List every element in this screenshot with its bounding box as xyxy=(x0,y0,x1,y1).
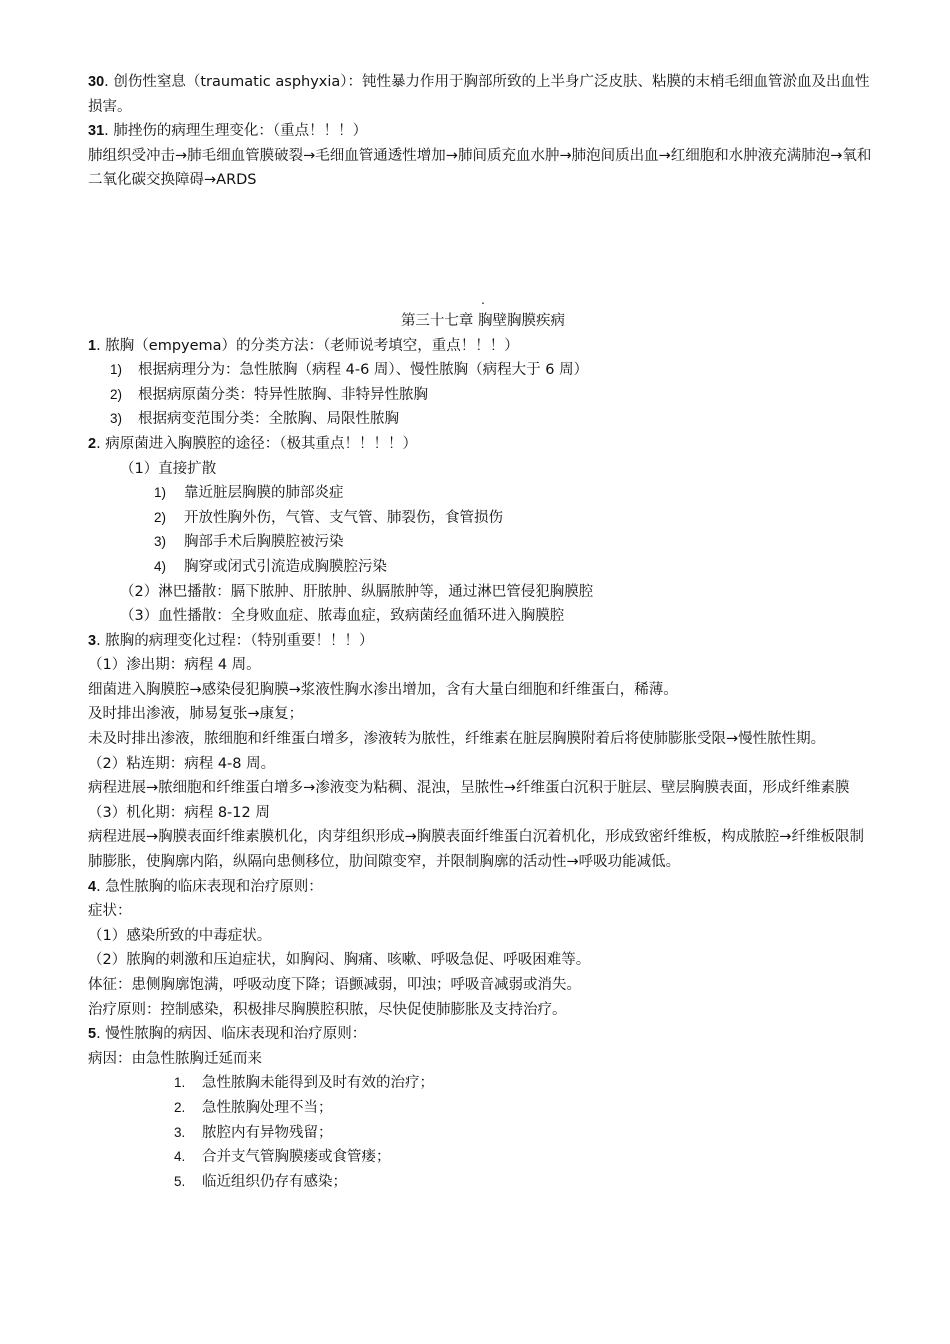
list-text: 靠近脏层胸膜的肺部炎症 xyxy=(184,485,344,502)
item-30 xyxy=(88,70,878,119)
section-2-title xyxy=(88,432,878,457)
paragraph: 病因：由急性脓胸迁延而来 xyxy=(88,1050,262,1067)
list-text: 根据病原菌分类：特异性脓胸、非特异性脓胸 xyxy=(138,386,428,403)
section-title-text: . 慢性脓胸的病因、临床表现和治疗原则： xyxy=(96,1026,367,1043)
subsection-direct: （1）直接扩散 xyxy=(120,460,217,477)
list-text: 临近组织仍存有感染； xyxy=(202,1173,347,1190)
list-text: 根据病变范围分类：全脓胸、局限性脓胸 xyxy=(138,411,399,428)
paragraph: 病程进展→胸膜表面纤维素膜机化，肉芽组织形成→胸膜表面纤维蛋白沉着机化，形成致密纤维板，构成脓腔→纤维板限制肺膨胀，使胸廓内陷，纵隔向患侧移位，肋间隙变窄，并限制胸廓的活动性→呼吸功能减低。 xyxy=(88,829,864,871)
list-item xyxy=(88,1121,878,1146)
list-marker: 3. xyxy=(174,1124,186,1140)
list-item xyxy=(88,530,878,555)
subsection-lymph: （2）淋巴播散：膈下脓肿、肝脓肿、纵膈脓肿等，通过淋巴管侵犯胸膜腔 xyxy=(120,583,594,600)
item-number: 31 xyxy=(88,123,105,140)
section-1-title xyxy=(88,334,878,359)
list-marker: 1) xyxy=(110,362,123,378)
list-text: 脓腔内有异物残留； xyxy=(202,1124,333,1141)
item-text: . 创伤性窒息（traumatic asphyxia）：钝性暴力作用于胸部所致的上半身广泛皮肤、粘膜的末梢毛细血管淤血及出血性损害。 xyxy=(88,74,870,115)
list-marker: 4. xyxy=(174,1149,186,1165)
list-text: 根据病理分为：急性脓胸（病程 4-6 周）、慢性脓胸（病程大于 6 周） xyxy=(138,362,589,379)
paragraph: 及时排出渗液，肺易复张→康复； xyxy=(88,706,304,723)
phase-1-heading: （1）渗出期：病程 4 周。 xyxy=(88,657,261,674)
list-item xyxy=(88,407,878,432)
paragraph: 细菌进入胸膜腔→感染侵犯胸膜→浆液性胸水渗出增加，含有大量白细胞和纤维蛋白，稀薄。 xyxy=(88,681,678,698)
section-title-text: . 脓胸（empyema）的分类方法：（老师说考填空，重点！！！） xyxy=(96,337,519,354)
paragraph: 病程进展→脓细胞和纤维蛋白增多→渗液变为粘稠、混浊，呈脓性→纤维蛋白沉积于脏层、壁层胸膜表面，形成纤维素膜 xyxy=(88,780,850,797)
phase-3-heading: （3）机化期：病程 8-12 周 xyxy=(88,804,270,821)
item-31-text: 肺组织受冲击→肺毛细血管膜破裂→毛细血管通透性增加→肺间质充血水肿→肺泡间质出血→红细胞和水肿液充满肺泡→氧和二氧化碳交换障碍→ARDS xyxy=(88,147,872,189)
section-number: 2 xyxy=(88,435,97,452)
section-number: 3 xyxy=(88,632,97,649)
paragraph: 治疗原则：控制感染，积极排尽胸膜腔积脓，尽快促使肺膨胀及支持治疗。 xyxy=(88,1001,567,1018)
list-item xyxy=(88,1145,878,1170)
list-marker: 2. xyxy=(174,1099,186,1115)
list-text: 胸部手术后胸膜腔被污染 xyxy=(184,534,344,551)
item-31-title xyxy=(88,119,878,144)
list-text: 合并支气管胸膜瘘或食管瘘； xyxy=(202,1149,391,1166)
list-item xyxy=(88,1096,878,1121)
separator-dot: . xyxy=(481,292,485,307)
section-title-text: . 脓胸的病理变化过程：（特别重要！！！） xyxy=(96,632,374,649)
section-title-text: . 病原菌进入胸膜腔的途径：（极其重点！！！！） xyxy=(96,435,418,452)
item-text: . 肺挫伤的病理生理变化：（重点！！！） xyxy=(104,123,368,140)
document-page xyxy=(88,70,878,1194)
list-item xyxy=(88,1071,878,1096)
list-item xyxy=(88,555,878,580)
list-marker: 5. xyxy=(174,1173,186,1189)
list-item xyxy=(88,383,878,408)
list-marker: 1. xyxy=(174,1075,186,1091)
subsection-blood: （3）血性播散：全身败血症、脓毒血症，致病菌经血循环进入胸膜腔 xyxy=(120,608,565,625)
paragraph: （1）感染所致的中毒症状。 xyxy=(88,927,272,944)
symptom-label: 症状： xyxy=(88,903,132,920)
section-number: 5 xyxy=(88,1026,97,1043)
paragraph: （2）脓胸的刺激和压迫症状，如胸闷、胸痛、咳嗽、呼吸急促、呼吸困难等。 xyxy=(88,952,591,969)
section-5-title xyxy=(88,1022,878,1047)
item-number: 30 xyxy=(88,74,105,90)
paragraph: 体征：患侧胸廓饱满，呼吸动度下降；语颤减弱，叩浊；呼吸音减弱或消失。 xyxy=(88,977,581,993)
chapter-title: 第三十七章 胸壁胸膜疾病 xyxy=(400,312,566,329)
list-item xyxy=(88,506,878,531)
list-text: 急性脓胸未能得到及时有效的治疗； xyxy=(202,1075,434,1092)
list-item xyxy=(88,1170,878,1195)
section-3-title xyxy=(88,629,878,654)
list-item xyxy=(88,358,878,383)
list-text: 开放性胸外伤，气管、支气管、肺裂伤，食管损伤 xyxy=(184,509,503,526)
section-title-text: . 急性脓胸的临床表现和治疗原则： xyxy=(96,878,323,895)
paragraph: 未及时排出渗液，脓细胞和纤维蛋白增多，渗液转为脓性，纤维素在脏层胸膜附着后将使肺膨胀受限→慢性脓性期。 xyxy=(88,731,826,748)
phase-2-heading: （2）粘连期：病程 4-8 周。 xyxy=(88,755,276,772)
list-marker: 2) xyxy=(154,509,167,525)
list-text: 急性脓胸处理不当； xyxy=(202,1099,333,1116)
section-number: 4 xyxy=(88,878,97,895)
list-marker: 1) xyxy=(154,485,167,501)
section-4-title xyxy=(88,875,878,900)
list-marker: 3) xyxy=(110,411,123,427)
list-text: 胸穿或闭式引流造成胸膜腔污染 xyxy=(184,558,387,575)
list-item xyxy=(88,481,878,506)
list-marker: 4) xyxy=(154,558,167,574)
list-marker: 3) xyxy=(154,534,167,550)
list-marker: 2) xyxy=(110,386,123,402)
section-number: 1 xyxy=(88,337,97,354)
